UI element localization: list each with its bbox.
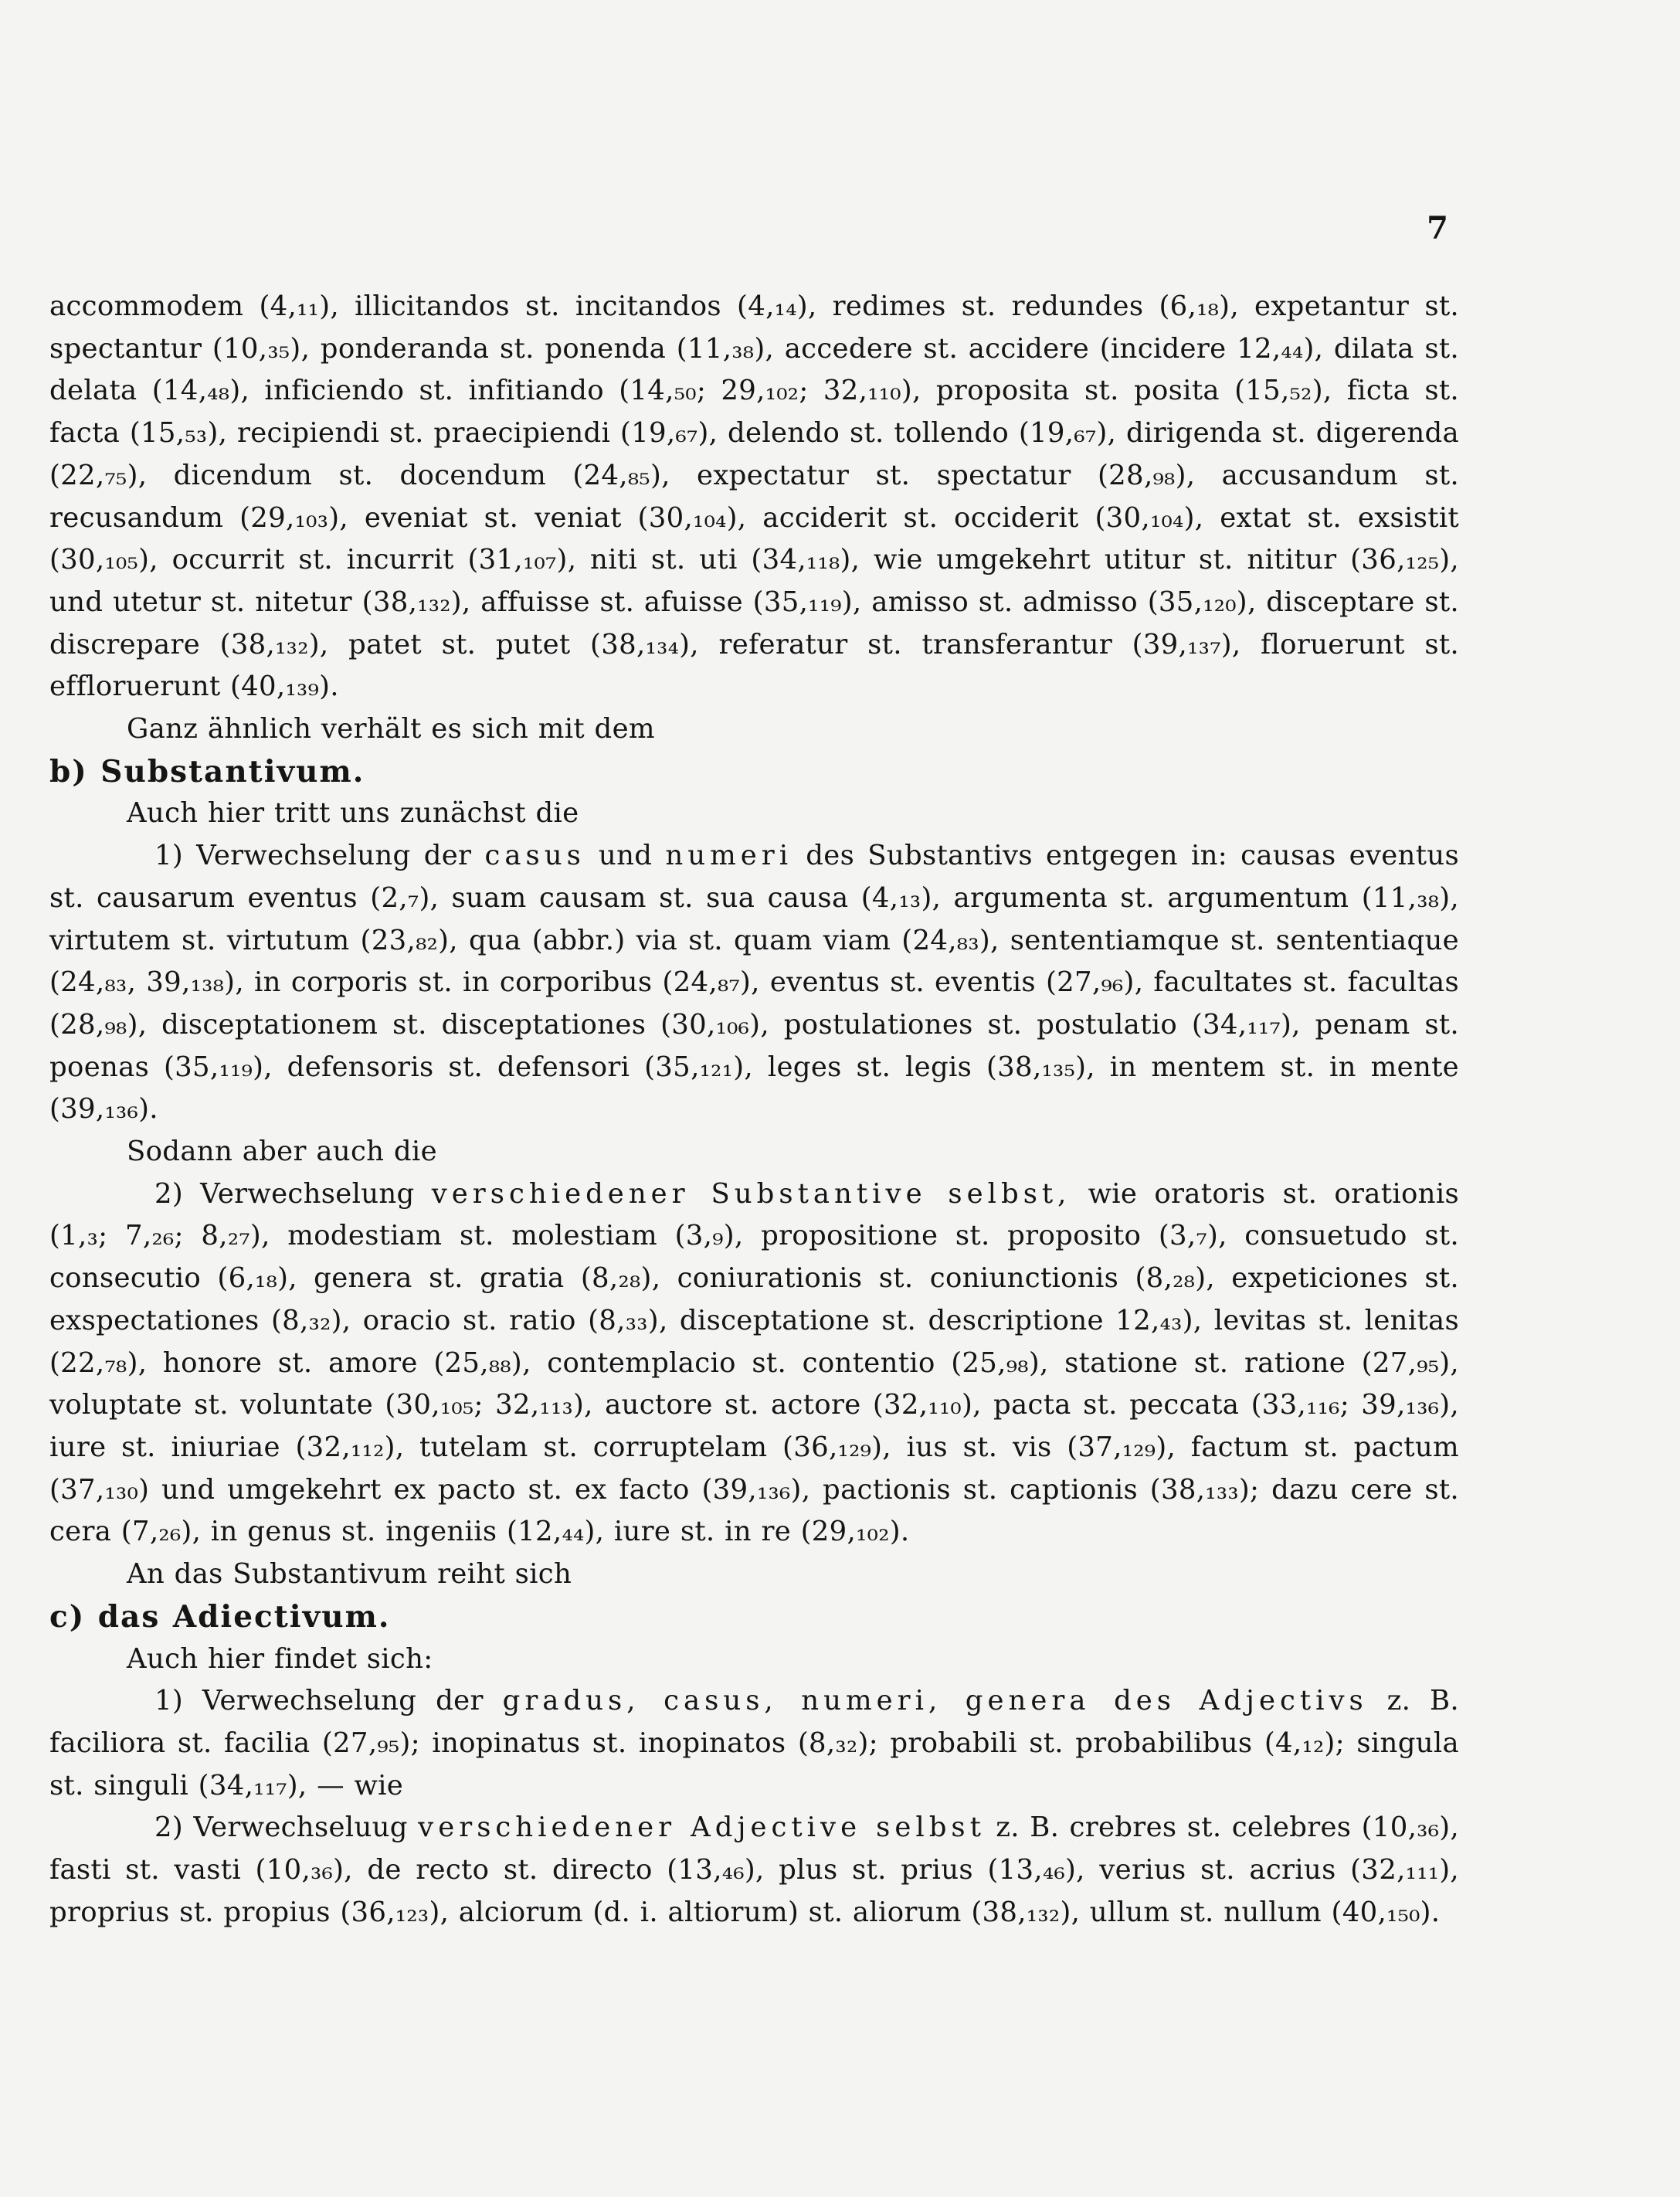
- paragraph-c1: [49, 1680, 1459, 1807]
- b2-spaced: verschiedener Substantive selbst,: [431, 1177, 1071, 1210]
- b1-mid: und: [598, 840, 653, 872]
- transition-to-adiectivum: An das Substantivum reiht sich: [127, 1558, 572, 1591]
- heading-adiectivum: c) das Adiectivum.: [49, 1598, 391, 1635]
- b1-spaced-casus: casus: [484, 840, 585, 872]
- b1-spaced-numeri: numeri: [665, 840, 793, 872]
- c2-spaced: verschiedener Adjective selbst: [418, 1812, 986, 1844]
- intro-substantivum: Auch hier tritt uns zunächst die: [127, 797, 579, 830]
- section-a-continuation: accommodem (4,₁₁), illicitandos st. incitandos (4,₁₄), redimes st. redundes (6,₁₈), expetantur st. spectantur (10,₃₅), ponderanda st. ponenda (11,₃₈), accedere st. accidere (incidere 12,₄₄), dilata st. delata (14,₄₈), inficiendo st. infitiando (14,₅₀; 29,₁₀₂; 32,₁₁₀), proposita st. posita (15,₅₂), ficta st. facta (15,₅₃), recipiendi st. praecipiendi (19,₆₇), delendo st. tollendo (19,₆₇), dirigenda st. digerenda (22,₇₅), dicendum st. docendum (24,₈₅), expectatur st. spectatur (28,₉₈), accusandum st. recusandum (29,₁₀₃), eveniat st. veniat (30,₁₀₄), acciderit st. occiderit (30,₁₀₄), extat st. exsistit (30,₁₀₅), occurrit st. incurrit (31,₁₀₇), niti st. uti (34,₁₁₈), wie umgekehrt utitur st. nititur (36,₁₂₅), und utetur st. nitetur (38,₁₃₂), affuisse st. afuisse (35,₁₁₉), amisso st. admisso (35,₁₂₀), disceptare st. discrepare (38,₁₃₂), patet st. putet (38,₁₃₄), referatur st. transferantur (39,₁₃₇), floruerunt st. effloruerunt (40,₁₃₉).: [49, 290, 1459, 703]
- c2-rest: z. B. crebres st. celebres (10,₃₆), fasti st. vasti (10,₃₆), de recto st. directo (13,₄₆), plus st. prius (13,₄₆), verius st. acrius (32,₁₁₁), proprius st. propius (36,₁₂₃), alciorum (d. i. altiorum) st. aliorum (38,₁₃₂), ullum st. nullum (40,₁₅₀).: [49, 1812, 1459, 1928]
- transition-b2: Sodann aber auch die: [127, 1136, 437, 1168]
- b2-rest: wie oratoris st. orationis (1,₃; 7,₂₆; 8,₂₇), modestiam st. molestiam (3,₉), propositione st. proposito (3,₇), consuetudo st. consecutio (6,₁₈), genera st. gratia (8,₂₈), coniurationis st. coniunctionis (8,₂₈), expeticiones st. exspectationes (8,₃₂), oracio st. ratio (8,₃₃), disceptatione st. descriptione 12,₄₃), levitas st. lenitas (22,₇₈), honore st. amore (25,₈₈), contemplacio st. contentio (25,₉₈), statione st. ratione (27,₉₅), voluptate st. voluntate (30,₁₀₅; 32,₁₁₃), auctore st. actore (32,₁₁₀), pacta st. peccata (33,₁₁₆; 39,₁₃₆), iure st. iniuriae (32,₁₁₂), tutelam st. corruptelam (36,₁₂₉), ius st. vis (37,₁₂₉), factum st. pactum (37,₁₃₀) und umgekehrt ex pacto st. ex facto (39,₁₃₆), pactionis st. captionis (38,₁₃₃); dazu cere st. cera (7,₂₆), in genus st. ingeniis (12,₄₄), iure st. in re (29,₁₀₂).: [49, 1177, 1459, 1548]
- paragraph-b2: [49, 1173, 1459, 1554]
- c2-lead: 2) Verwechseluug: [154, 1812, 408, 1844]
- c1-lead: 1) Verwechselung der: [154, 1685, 484, 1717]
- b2-lead: 2) Verwechselung: [154, 1177, 415, 1210]
- page-number: 7: [1427, 210, 1448, 246]
- transition-to-substantivum: Ganz ähnlich verhält es sich mit dem: [127, 713, 655, 745]
- b1-rest: des Substantivs entgegen in: causas eventus st. causarum eventus (2,₇), suam causam st. sua causa (4,₁₃), argumenta st. argumentum (11,₃₈), virtutem st. virtutum (23,₈₂), qua (abbr.) via st. quam viam (24,₈₃), sententiamque st. sententiaque (24,₈₃, 39,₁₃₈), in corporis st. in corporibus (24,₈₇), eventus st. eventis (27,₉₆), facultates st. facultas (28,₉₈), disceptationem st. disceptationes (30,₁₀₆), postulationes st. postulatio (34,₁₁₇), penam st. poenas (35,₁₁₉), defensoris st. defensori (35,₁₂₁), leges st. legis (38,₁₃₅), in mentem st. in mente (39,₁₃₆).: [49, 840, 1459, 1126]
- b1-lead: 1) Verwechselung der: [154, 840, 472, 872]
- heading-substantivum: b) Substantivum.: [49, 753, 365, 789]
- c1-rest: z. B. faciliora st. facilia (27,₉₅); inopinatus st. inopinatos (8,₃₂); probabili st. probabilibus (4,₁₂); singula st. singuli (34,₁₁₇), — wie: [49, 1685, 1459, 1801]
- body-text: [49, 286, 1459, 1934]
- c1-spaced: gradus, casus, numeri, genera des Adjectivs: [502, 1685, 1368, 1717]
- paragraph-c2: [49, 1807, 1459, 1934]
- intro-adiectivum: Auch hier findet sich:: [127, 1642, 433, 1675]
- paragraph-b1: [49, 835, 1459, 1131]
